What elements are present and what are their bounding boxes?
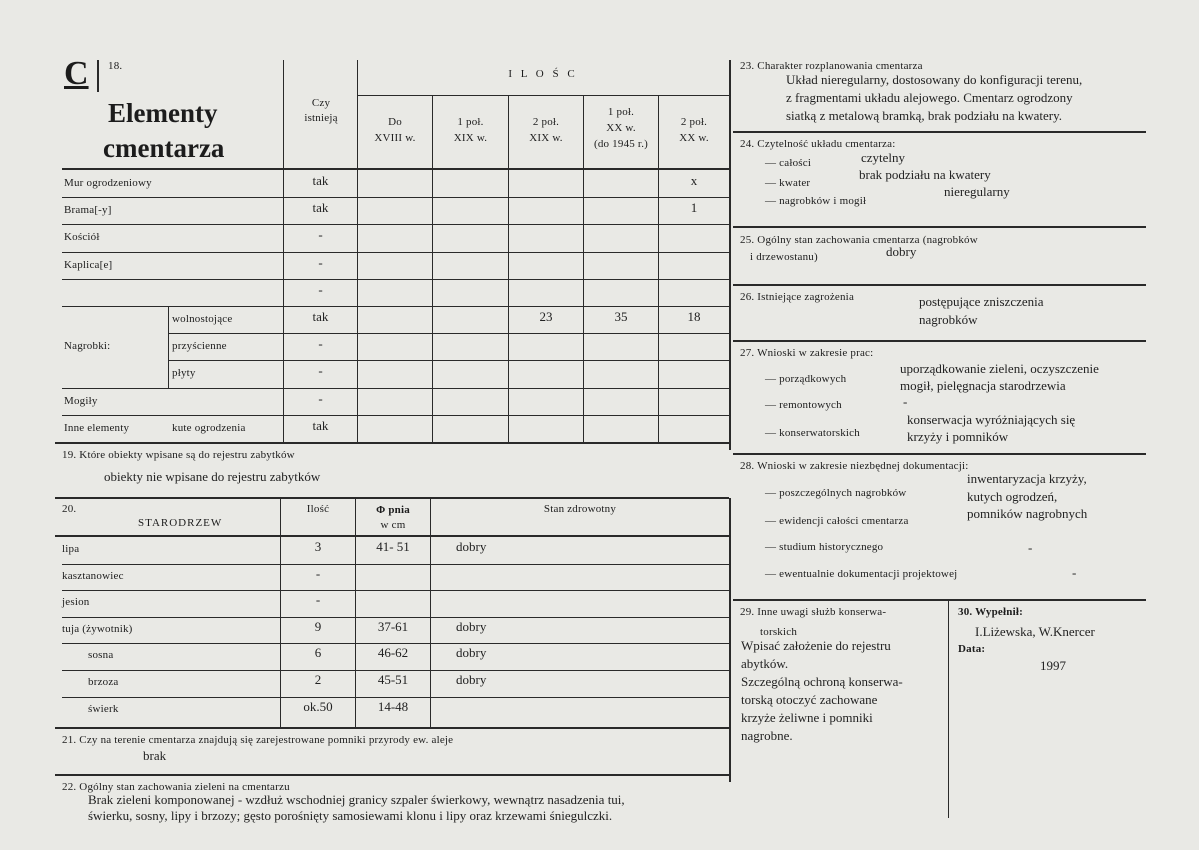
element-quantity: 23 xyxy=(539,309,553,324)
form-title-line1: Elementy xyxy=(108,98,218,128)
divider xyxy=(55,774,729,776)
q30-date-label: Data: xyxy=(958,643,986,655)
health-header: Stan zdrowotny xyxy=(543,503,617,515)
divider xyxy=(280,497,281,727)
q21-answer: brak xyxy=(143,748,167,763)
divider xyxy=(168,306,169,388)
element-label: Mur ogrodzeniowy xyxy=(64,177,152,189)
period-header-1: Do XVIII w. xyxy=(374,116,416,144)
element-quantity: 35 xyxy=(614,309,628,324)
element-quantity: x xyxy=(690,173,698,188)
q28-graves-answer-line2: kutych ogrodzeń, xyxy=(967,489,1058,504)
q25-answer: dobry xyxy=(886,244,917,259)
element-label: Mogiły xyxy=(64,394,98,407)
q28-history-answer: - xyxy=(1028,540,1033,555)
q30-date: 1997 xyxy=(1040,658,1066,673)
tree-trunk: 14-48 xyxy=(377,698,409,714)
form-title-line2: cmentarza xyxy=(103,133,225,163)
element-exists: - xyxy=(318,281,323,297)
tree-quantity: ok.50 xyxy=(303,698,333,714)
row-divider xyxy=(168,360,729,361)
tree-health: dobry xyxy=(456,539,487,554)
section-letter-bar xyxy=(97,60,99,92)
element-sub-label: płyty xyxy=(172,367,196,380)
element-sub-label: kute ogrodzenia xyxy=(172,421,246,434)
divider xyxy=(733,599,1146,601)
divider xyxy=(733,284,1146,286)
element-label: Nagrobki: xyxy=(64,340,111,353)
q26-label: 26. Istniejące zagrożenia xyxy=(740,291,855,303)
element-exists: - xyxy=(318,336,323,352)
q29-answer-line1: Wpisać założenie do rejestru xyxy=(741,638,891,653)
q27-label: 27. Wnioski w zakresie prac: xyxy=(740,347,874,359)
tree-species: lipa xyxy=(62,543,80,555)
q24-whole-answer: czytelny xyxy=(861,150,906,165)
tree-health: dobry xyxy=(456,645,487,661)
tree-species: świerk xyxy=(88,702,119,715)
element-exists: tak xyxy=(312,417,329,433)
divider xyxy=(733,453,1146,455)
period-header-5: 2 poł. XX w. xyxy=(679,116,709,144)
q25-label-line1: 25. Ogólny stan zachowania cmentarza (nagrobków xyxy=(740,234,978,246)
element-exists: tak xyxy=(312,309,329,324)
divider xyxy=(733,340,1146,342)
q29-label-line1: 29. Inne uwagi służb konserwa- xyxy=(740,606,887,618)
divider xyxy=(658,95,659,442)
tree-trunk: 45-51 xyxy=(377,672,409,687)
tree-species: brzoza xyxy=(88,676,119,688)
tree-quantity: 2 xyxy=(314,672,322,687)
q27-renovation-answer: - xyxy=(903,394,908,409)
quantity-header: I L O Ś C xyxy=(508,68,578,80)
divider xyxy=(432,95,433,442)
row-divider xyxy=(62,670,729,671)
q20-title: STARODRZEW xyxy=(138,517,223,529)
q28-graves-label: — poszczególnych nagrobków xyxy=(765,487,907,499)
row-divider xyxy=(62,617,729,618)
element-quantity: 1 xyxy=(690,200,698,216)
divider xyxy=(55,497,729,499)
q24-label: 24. Czytelność układu cmentarza: xyxy=(740,138,896,150)
tree-quantity: - xyxy=(315,565,321,581)
divider xyxy=(357,95,729,96)
element-label: Brama[-y] xyxy=(64,204,112,217)
q26-answer-line1: postępujące zniszczenia xyxy=(919,294,1044,309)
tree-quantity: 9 xyxy=(314,618,322,634)
field-number-18: 18. xyxy=(108,60,123,72)
q22-answer-line2: świerku, sosny, lipy i brzozy; gęsto porośnięty samosiewami klonu i lipy oraz krzewami śniegulczki. xyxy=(88,808,613,823)
q24-graves-label: — nagrobków i mogił xyxy=(765,195,867,207)
section-letter: C xyxy=(64,55,89,92)
element-label: Kaplica[e] xyxy=(64,258,113,271)
q25-label-line2: i drzewostanu) xyxy=(750,251,818,263)
divider xyxy=(508,95,509,442)
q27-conservation-label: — konserwatorskich xyxy=(765,427,860,439)
divider xyxy=(55,442,729,444)
q24-quarters-answer: brak podziału na kwatery xyxy=(859,167,991,182)
element-exists: - xyxy=(318,254,323,270)
tree-quantity: 6 xyxy=(314,645,322,661)
divider xyxy=(733,131,1146,133)
q23-label: 23. Charakter rozplanowania cmentarza xyxy=(740,60,923,72)
q28-graves-answer-line1: inwentaryzacja krzyży, xyxy=(967,471,1087,486)
q27-cleanup-answer-line2: mogił, pielęgnacja starodrzewia xyxy=(900,378,1066,393)
divider xyxy=(55,727,729,729)
exists-header: Czy istnieją xyxy=(304,97,338,124)
divider xyxy=(430,497,431,727)
tree-quantity: 3 xyxy=(314,539,322,554)
element-exists: - xyxy=(318,227,323,243)
tree-species: sosna xyxy=(88,649,114,662)
element-exists: - xyxy=(318,390,323,406)
element-exists: tak xyxy=(312,200,329,216)
tree-health: dobry xyxy=(456,672,487,687)
tree-species: kasztanowiec xyxy=(62,569,124,582)
element-quantity: 18 xyxy=(687,309,701,324)
tree-trunk: 41- 51 xyxy=(376,539,410,554)
tree-species: jesion xyxy=(62,596,90,609)
element-sub-label: przyścienne xyxy=(172,340,227,353)
q22-label: 22. Ogólny stan zachowania zieleni na cmentarzu xyxy=(62,781,290,793)
q19-label: 19. Które obiekty wpisane są do rejestru zabytków xyxy=(62,449,295,461)
tree-trunk: 37-61 xyxy=(377,618,409,634)
q28-label: 28. Wnioski w zakresie niezbędnej dokumentacji: xyxy=(740,460,969,472)
q29-answer-line5: krzyże żeliwne i pomniki xyxy=(741,710,873,725)
trunk-header: Φ pnia w cm xyxy=(376,504,410,531)
q30-label: 30. Wypełnił: xyxy=(958,606,1023,618)
divider xyxy=(729,498,731,782)
q24-graves-answer: nieregularny xyxy=(944,184,1010,199)
divider xyxy=(355,497,356,727)
row-divider xyxy=(62,697,729,698)
q29-answer-line2: abytków. xyxy=(741,656,789,671)
q22-answer-line1: Brak zieleni komponowanej - wzdłuż wschodniej granicy szpaler świerkowy, wewnątrz nasadzenia tui, xyxy=(88,792,625,807)
row-divider xyxy=(62,590,729,591)
row-divider xyxy=(62,252,729,253)
row-divider xyxy=(62,279,729,280)
q28-graves-answer-line3: pomników nagrobnych xyxy=(967,506,1088,521)
row-divider xyxy=(62,564,729,565)
divider xyxy=(729,60,731,450)
tree-trunk: 46-62 xyxy=(377,645,409,661)
q27-conservation-answer-line1: konserwacja wyróżniających się xyxy=(907,412,1076,427)
q27-cleanup-label: — porządkowych xyxy=(765,373,847,385)
divider xyxy=(583,95,584,442)
q29-answer-line4: torską otoczyć zachowane xyxy=(741,692,878,707)
tree-species: tuja (żywotnik) xyxy=(62,622,133,635)
q28-design-label: — ewentualnie dokumentacji projektowej xyxy=(765,568,958,580)
q23-answer-line3: siatką z metalową bramką, brak podziału na kwatery. xyxy=(786,108,1063,123)
q20-number: 20. xyxy=(62,503,77,515)
q29-answer-line3: Szczególną ochroną konserwa- xyxy=(741,674,903,689)
q27-renovation-label: — remontowych xyxy=(765,399,842,411)
period-header-3: 2 poł. XIX w. xyxy=(529,116,563,144)
element-sub-label: wolnostojące xyxy=(172,313,233,325)
row-divider xyxy=(62,224,729,225)
q24-quarters-label: — kwater xyxy=(765,177,811,189)
row-divider xyxy=(62,415,729,416)
row-divider xyxy=(62,197,729,198)
q21-label: 21. Czy na terenie cmentarza znajdują się zarejestrowane pomniki przyrody ew. aleje xyxy=(62,734,454,746)
divider xyxy=(55,535,729,537)
q28-design-answer: - xyxy=(1072,565,1077,580)
q27-cleanup-answer-line1: uporządkowanie zieleni, oczyszczenie xyxy=(900,361,1099,376)
q27-conservation-answer-line2: krzyży i pomników xyxy=(907,429,1009,444)
q23-answer-line2: z fragmentami układu alejowego. Cmentarz ogrodzony xyxy=(786,90,1073,105)
element-exists: tak xyxy=(312,173,329,188)
period-header-4: 1 poł. XX w. (do 1945 r.) xyxy=(593,106,649,150)
tree-quantity-header: Ilość xyxy=(306,503,330,515)
tree-quantity: - xyxy=(315,592,321,608)
q24-whole-label: — całości xyxy=(765,157,812,169)
q29-label-line2: torskich xyxy=(760,626,798,638)
divider xyxy=(733,226,1146,228)
row-divider xyxy=(168,333,729,334)
tree-health: dobry xyxy=(456,618,487,634)
row-divider xyxy=(62,306,729,307)
element-exists: - xyxy=(318,363,323,379)
q29-answer-line6: nagrobne. xyxy=(741,728,793,743)
divider xyxy=(948,599,949,818)
row-divider xyxy=(62,388,729,389)
q28-records-label: — ewidencji całości cmentarza xyxy=(765,515,909,527)
q23-answer-line1: Układ nieregularny, dostosowany do konfiguracji terenu, xyxy=(786,72,1083,87)
period-header-2: 1 poł. XIX w. xyxy=(453,116,488,144)
q19-answer: obiekty nie wpisane do rejestru zabytków xyxy=(104,469,321,484)
q30-answer: I.Liżewska, W.Knercer xyxy=(975,624,1095,639)
element-label: Inne elementy xyxy=(64,421,130,434)
element-label: Kościół xyxy=(64,231,100,244)
q26-answer-line2: nagrobków xyxy=(919,312,978,327)
row-divider xyxy=(62,643,729,644)
q28-history-label: — studium historycznego xyxy=(765,541,884,553)
divider xyxy=(62,168,729,170)
